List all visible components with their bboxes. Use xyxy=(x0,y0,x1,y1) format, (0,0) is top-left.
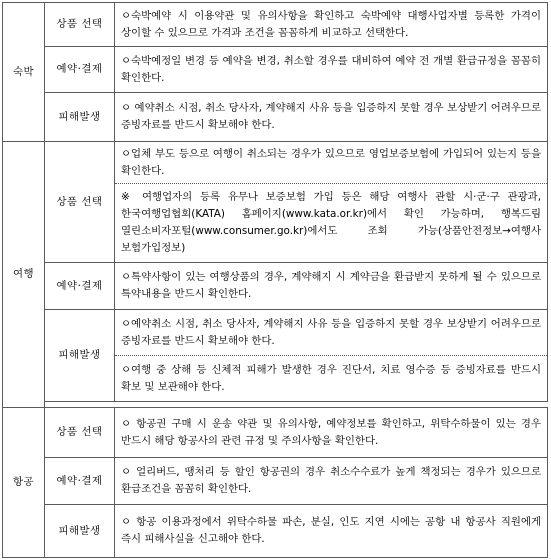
stage-label: 예약·결제 xyxy=(45,458,115,505)
table-row xyxy=(3,408,548,458)
table-row xyxy=(3,310,548,356)
table-row xyxy=(3,47,548,93)
table-row xyxy=(3,93,548,142)
guide-text: ㅇ특약사항이 있는 여행상품의 경우, 계약해지 시 계약금을 환급받지 못하게 될 수 있으므로 특약내용을 반드시 확인한다. xyxy=(115,263,548,310)
guide-text: ㅇ 항공권 구매 시 운송 약관 및 유의사항, 예약정보를 확인하고, 위탁수하물이 있는 경우 반드시 해당 항공사의 관련 규정 및 주의사항을 확인한다. xyxy=(115,408,548,458)
guide-text: ㅇ숙박예약 시 이용약관 및 유의사항을 확인하고 숙박예약 대행사업자별 등록한 가격이 상이할 수 있으므로 가격과 조건을 꼼꼼하게 비교하고 선택한다. xyxy=(115,3,548,47)
table-row xyxy=(3,3,548,47)
stage-label: 상품 선택 xyxy=(45,142,115,263)
category-travel: 여행 xyxy=(3,142,45,408)
stage-label: 상품 선택 xyxy=(45,408,115,458)
guide-text: ㅇ예약취소 시점, 취소 당사자, 계약해지 사유 등을 입증하지 못할 경우 보상받기 어려우므로 증빙자료를 반드시 확보해야 한다. xyxy=(115,310,548,356)
guide-text: ㅇ숙박예정일 변경 등 예약을 변경, 취소할 경우를 대비하여 예약 전 개별 환급규정을 꼼꼼히 확인한다. xyxy=(115,47,548,93)
table-row xyxy=(3,458,548,505)
table-row xyxy=(3,263,548,310)
category-airline: 항공 xyxy=(3,408,45,558)
guide-text: ㅇ 항공 이용과정에서 위탁수하물 파손, 분실, 인도 지연 시에는 공항 내 항공사 직원에게 즉시 피해사실을 신고해야 한다. xyxy=(115,505,548,558)
category-lodging: 숙박 xyxy=(3,3,45,142)
stage-label: 예약·결제 xyxy=(45,263,115,310)
guide-text: ㅇ 얼리버드, 땡처리 등 할인 항공권의 경우 취소수수료가 높게 책정되는 경우가 있으므로 환급조건을 꼼꼼히 확인한다. xyxy=(115,458,548,505)
table-row xyxy=(3,505,548,558)
stage-label: 피해발생 xyxy=(45,505,115,558)
table-row xyxy=(3,142,548,184)
consumer-guide-table xyxy=(2,2,548,558)
guide-text: ㅇ여행 중 상해 등 신체적 피해가 발생한 경우 진단서, 치료 영수증 등 증빙자료를 반드시 확보 및 보관해야 한다. xyxy=(115,356,548,402)
stage-label: 예약·결제 xyxy=(45,47,115,93)
guide-text: ㅇ 예약취소 시점, 취소 당사자, 계약해지 사유 등을 입증하지 못할 경우 보상받기 어려우므로 증빙자료를 반드시 확보해야 한다. xyxy=(115,93,548,142)
stage-label: 상품 선택 xyxy=(45,3,115,47)
stage-label: 피해발생 xyxy=(45,93,115,142)
stage-label: 피해발생 xyxy=(45,310,115,402)
guide-text: ㅇ업체 부도 등으로 여행이 취소되는 경우가 있으므로 영업보증보험에 가입되어 있는지 등을 확인한다. xyxy=(115,142,548,184)
guide-note: ※ 여행업자의 등록 유무나 보증보험 가입 등은 해당 여행사 관할 시·군·구 관광과, 한국여행업협회(KATA) 홈페이지(www.kata.or.kr)에서 확인 가능하며, 행복드림 열린소비자포털(www.consumer.go.kr)에서도 조회 가능(상품안전정보→여행사 보험가입정보) xyxy=(115,184,548,263)
